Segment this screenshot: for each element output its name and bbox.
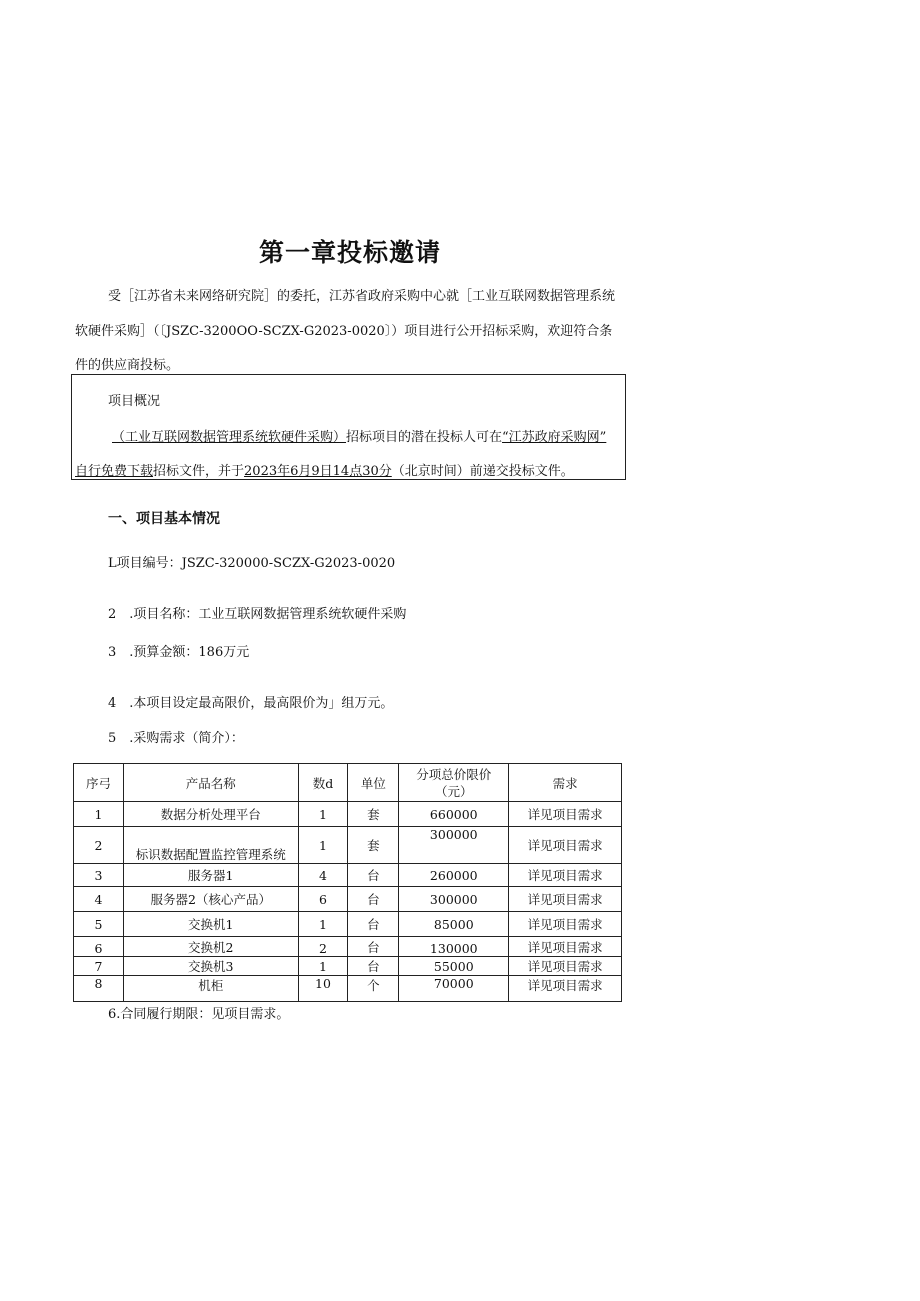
row-requirement: 详见项目需求: [509, 887, 622, 912]
row-unit: 台: [348, 864, 399, 887]
item-max-price: 4 .本项目设定最高限价，最高限价为」组万元。: [108, 696, 394, 711]
row-requirement: 详见项目需求: [509, 827, 622, 864]
row-price: 85000: [399, 912, 509, 937]
row-index: 2: [74, 827, 124, 864]
header-requirement: 需求: [509, 764, 622, 802]
overview-line-2-text: 招标文件，并于: [153, 464, 245, 479]
row-quantity: 1: [298, 827, 348, 864]
jiangsu-procurement-site-link[interactable]: “江苏政府采购网”: [502, 430, 607, 445]
row-price: 70000: [399, 976, 509, 1002]
row-product: 交换机1: [123, 912, 298, 937]
header-product-name: 产品名称: [123, 764, 298, 802]
row-requirement: 详见项目需求: [509, 957, 622, 976]
header-quantity: 数d: [298, 764, 348, 802]
row-product: 标识数据配置监控管理系统: [123, 827, 298, 864]
row-requirement: 详见项目需求: [509, 976, 622, 1002]
row-quantity: 2: [298, 937, 348, 957]
row-unit: 台: [348, 957, 399, 976]
row-requirement: 详见项目需求: [509, 912, 622, 937]
row-unit: 个: [348, 976, 399, 1002]
row-unit: 套: [348, 802, 399, 827]
row-requirement: 详见项目需求: [509, 937, 622, 957]
header-price-limit: 分项总价限价（元）: [399, 764, 509, 802]
overview-line-1-text: 招标项目的潜在投标人可在: [346, 430, 503, 445]
overview-line-1: [112, 426, 606, 445]
row-product: 数据分析处理平台: [123, 802, 298, 827]
table-row: [74, 976, 622, 1002]
bid-deadline: 2023年6月9日14点30分: [244, 464, 392, 479]
row-quantity: 1: [298, 957, 348, 976]
row-requirement: 详见项目需求: [509, 864, 622, 887]
contract-period-note: 6.合同履行期限：见项目需求。: [108, 1007, 290, 1022]
table-row: [74, 802, 622, 827]
row-unit: 台: [348, 912, 399, 937]
intro-line-1: 受［江苏省未来网络研究院］的委托，江苏省政府采购中心就［工业互联网数据管理系统: [108, 289, 616, 304]
row-price: 300000: [399, 887, 509, 912]
free-download-link[interactable]: 自行免费下载: [75, 464, 154, 479]
row-product: 服务器2（核心产品）: [123, 887, 298, 912]
row-product: 交换机3: [123, 957, 298, 976]
table-row: [74, 887, 622, 912]
table-row: [74, 912, 622, 937]
table-row: [74, 937, 622, 957]
row-index: 1: [74, 802, 124, 827]
table-row: [74, 957, 622, 976]
row-unit: 套: [348, 827, 399, 864]
row-index: 8: [74, 976, 124, 1002]
row-quantity: 1: [298, 912, 348, 937]
row-unit: 台: [348, 887, 399, 912]
row-quantity: 4: [298, 864, 348, 887]
row-index: 6: [74, 937, 124, 957]
item-project-name: 2 .项目名称：工业互联网数据管理系统软硬件采购: [108, 607, 407, 622]
row-index: 4: [74, 887, 124, 912]
row-product: 交换机2: [123, 937, 298, 957]
row-price: 300000: [399, 827, 509, 864]
row-price: 130000: [399, 937, 509, 957]
row-quantity: 10: [298, 976, 348, 1002]
overview-heading: 项目概况: [108, 394, 161, 409]
overview-line-2: [75, 460, 574, 479]
row-product: 服务器1: [123, 864, 298, 887]
table-row: [74, 827, 622, 864]
header-index: 序弓: [74, 764, 124, 802]
row-quantity: 1: [298, 802, 348, 827]
header-unit: 单位: [348, 764, 399, 802]
procurement-table: [73, 763, 622, 1002]
row-price: 260000: [399, 864, 509, 887]
overview-project-name: （工业互联网数据管理系统软硬件采购）: [112, 430, 347, 445]
row-index: 5: [74, 912, 124, 937]
row-index: 3: [74, 864, 124, 887]
item-requirements-summary: 5 .采购需求（简介）：: [108, 731, 244, 746]
row-index: 7: [74, 957, 124, 976]
row-requirement: 详见项目需求: [509, 802, 622, 827]
section-heading: 一、项目基本情况: [108, 511, 220, 527]
row-price: 660000: [399, 802, 509, 827]
table-row: [74, 864, 622, 887]
row-price: 55000: [399, 957, 509, 976]
row-quantity: 6: [298, 887, 348, 912]
item-budget: 3 .预算金额：186万元: [108, 645, 250, 660]
row-unit: 台: [348, 937, 399, 957]
item-project-number: L项目编号：JSZC-320000-SCZX-G2023-0020: [108, 556, 396, 571]
intro-line-3: 件的供应商投标。: [75, 358, 180, 373]
overview-line-2-suffix: （北京时间）前递交投标文件。: [391, 464, 574, 479]
table-header-row: [74, 764, 622, 802]
row-product: 机柜: [123, 976, 298, 1002]
page-title: 第一章投标邀请: [258, 238, 441, 267]
intro-line-2: 软硬件采购］（〔JSZC-3200OO-SCZX-G2023-0020〕）项目进行公开招标采购，欢迎符合条: [75, 324, 613, 339]
